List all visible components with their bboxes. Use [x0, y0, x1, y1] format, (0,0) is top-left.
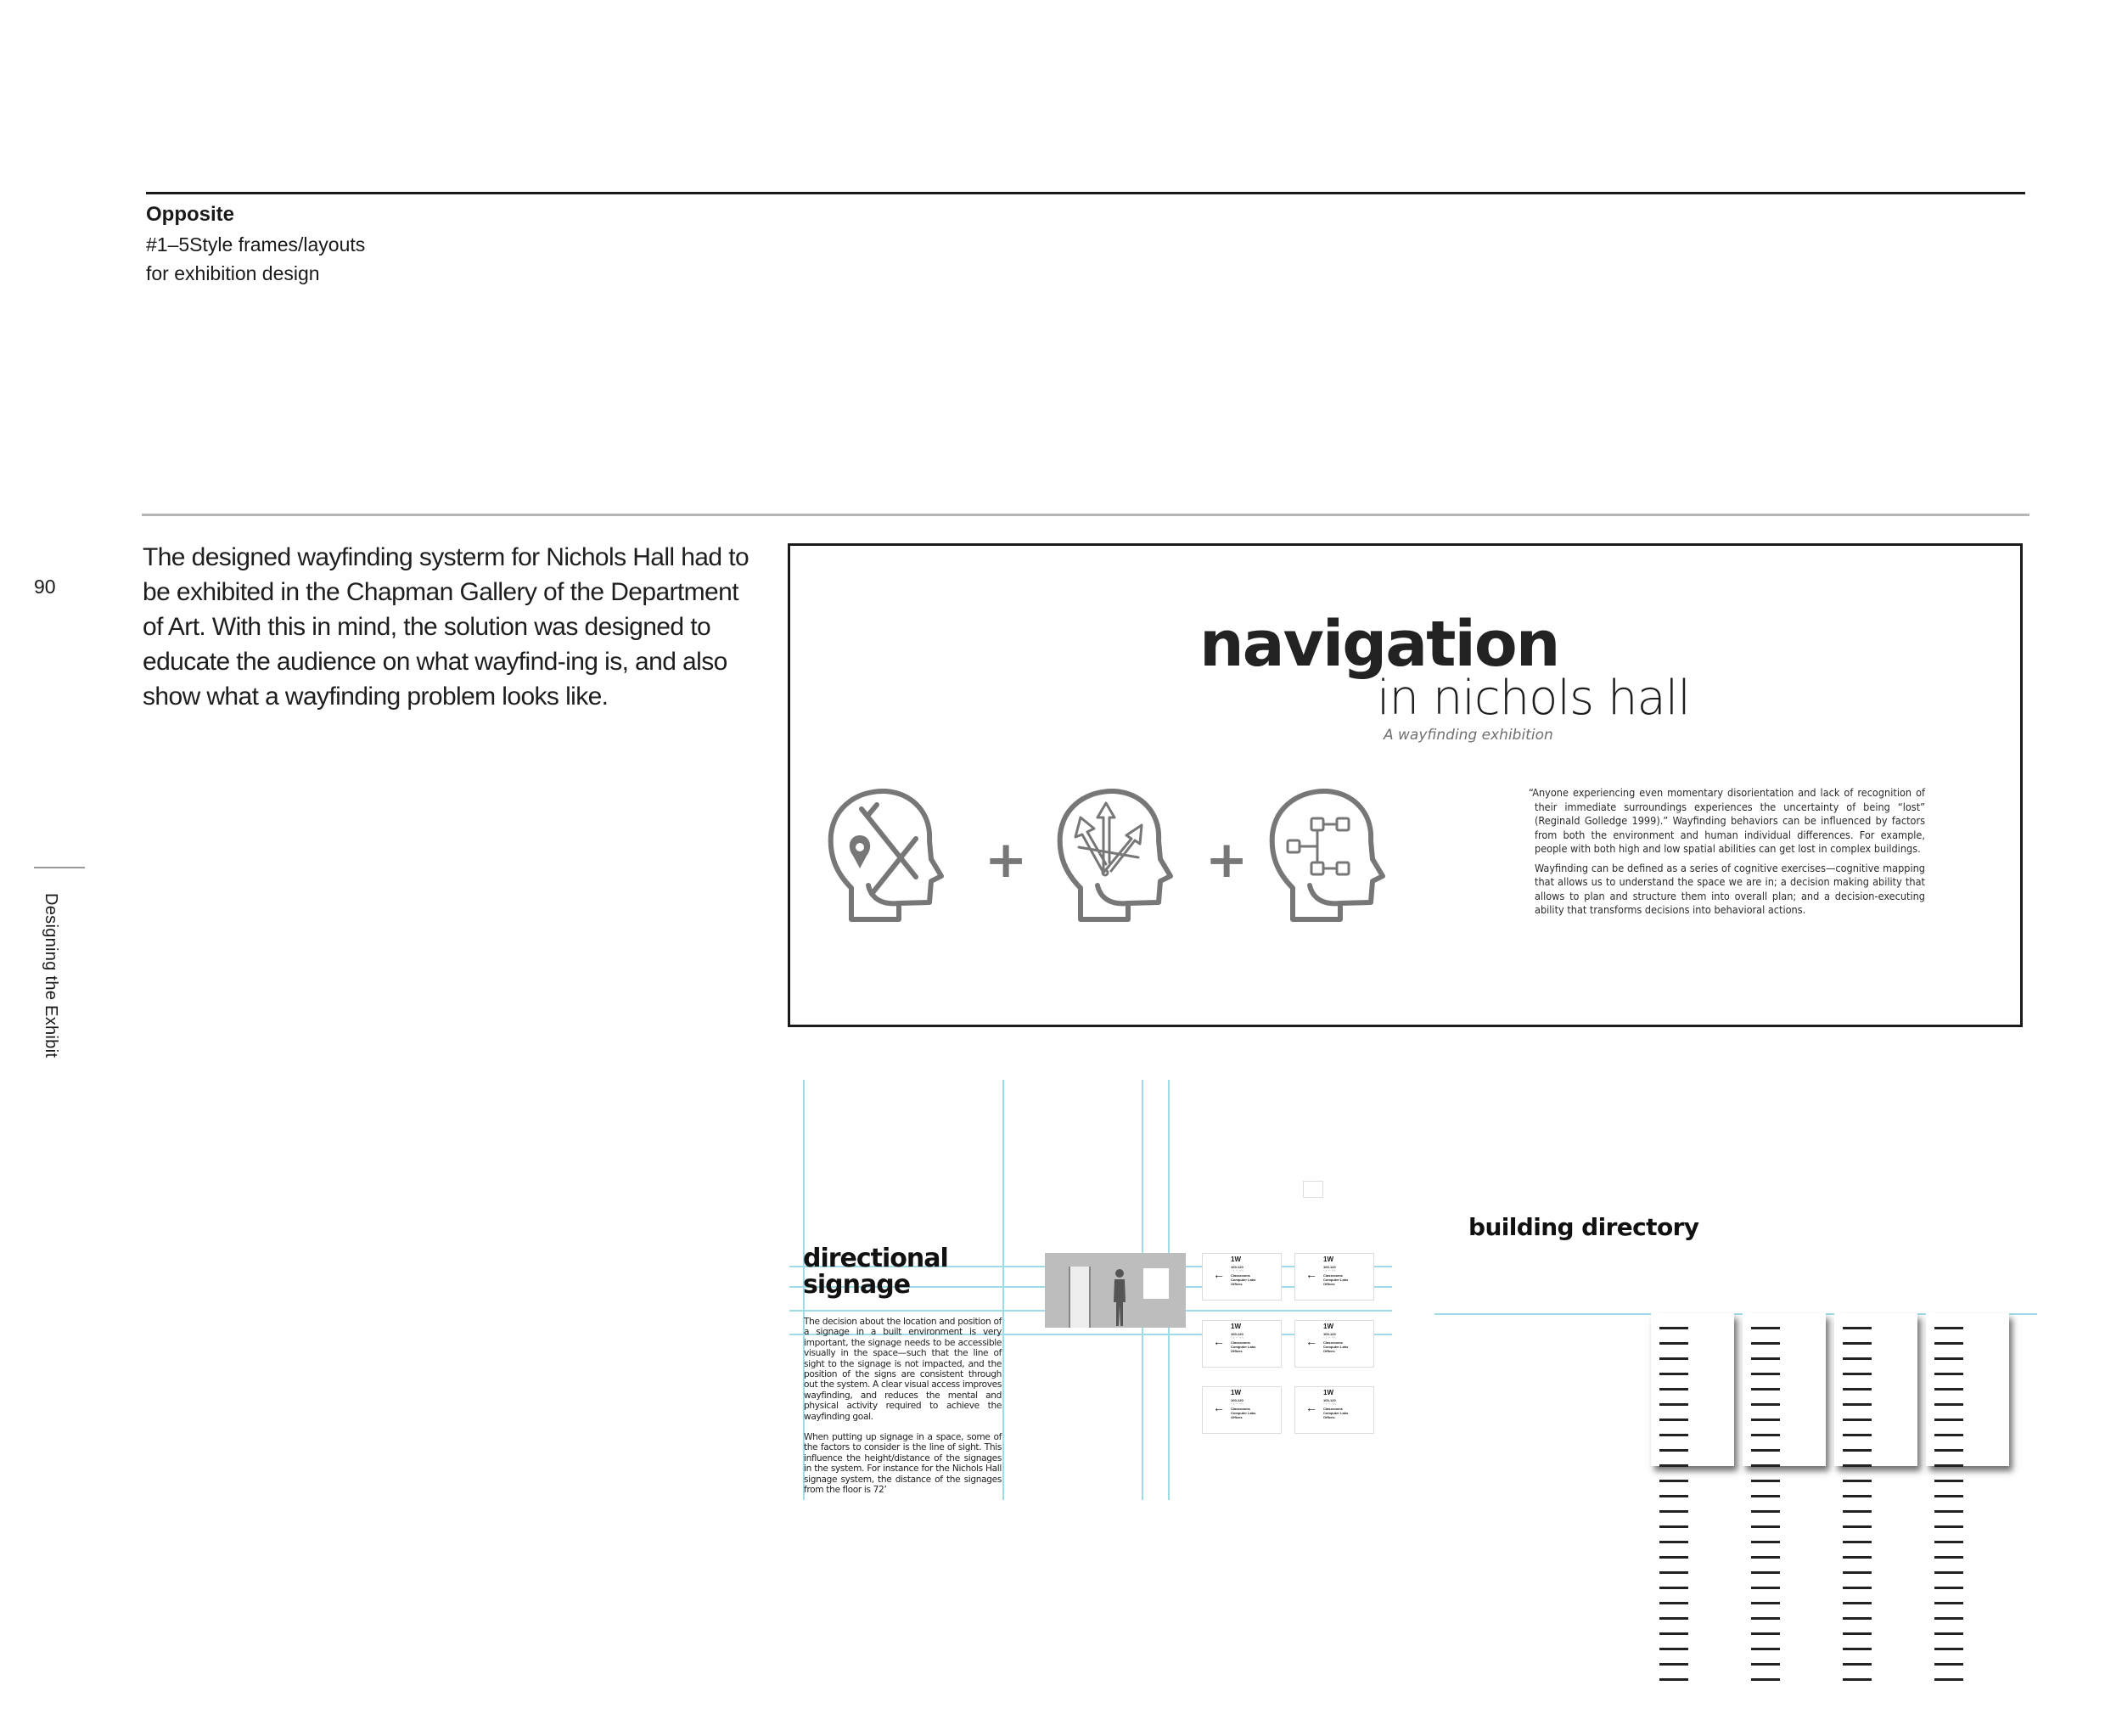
figure-caption: [146, 202, 365, 290]
exhibit-subtitle: in nichols hall: [1377, 671, 1690, 726]
layout-guide: [1002, 1080, 1004, 1500]
left-arrow-icon: ←: [1213, 1334, 1225, 1348]
left-arrow-icon: ←: [1305, 1267, 1317, 1281]
building-directory-title: building directory: [1468, 1213, 1699, 1241]
sign-card: ← 1W 100-120 ⠁⠃⠉ ⠙⠑ Classrooms Computer Labs Offices: [1202, 1386, 1282, 1434]
left-arrow-icon: ←: [1305, 1401, 1317, 1414]
caption-line: for exhibition design: [146, 262, 320, 284]
plus-symbol: +: [985, 830, 1028, 890]
sign-card: ← 1W 100-120 ⠁⠃⠉ ⠙⠑ Classrooms Computer Labs Offices: [1294, 1386, 1374, 1434]
sign-card: ← 1W 100-120 ⠁⠃⠉ ⠙⠑ Classrooms Computer Labs Offices: [1294, 1320, 1374, 1368]
directional-signage-body: [804, 1317, 1002, 1506]
plus-symbol: +: [1205, 830, 1249, 890]
quote-paragraph: Wayfinding can be defined as a series of cognitive exercises—cognitive mapping that allows us to understand the space we are in; a decision making ability that allows to plan and structure them into overall plan; and a decision-executing ability that transforms decisions into behavioral actions.: [1535, 861, 1925, 916]
body-paragraph: The decision about the location and position of a signage in a built environment is very important, the signage needs to be accessible visually in the space—such that the line of sight to the signage is not impacted, and the position of the signs are consistent through out the system. A clear visual access improves wayfinding, and reduces the mental and physical activity required to achieve the wayfinding goal.: [804, 1317, 1002, 1422]
exhibit-tagline: A wayfinding exhibition: [1384, 727, 1553, 744]
caption-title: Opposite: [146, 203, 235, 226]
title-line: directional: [803, 1244, 948, 1273]
sign-code: 1W: [1323, 1323, 1333, 1330]
sign-code: 1W: [1231, 1323, 1241, 1330]
section-label: Designing the Exhibit: [42, 893, 60, 1059]
intro-paragraph: The designed wayfinding systerm for Nichols Hall had to be exhibited in the Chapman Gallery of the Department of Art. With this in mind, the solution was designed to educate the audience on what wayfind-ing is, and also show what a wayfinding problem looks like.: [143, 543, 749, 711]
door-illustration: [1069, 1267, 1091, 1328]
top-rule: [146, 192, 2025, 194]
sign-card: ← 1W 100-120 ⠁⠃⠉ ⠙⠑ Classrooms Computer Labs Offices: [1294, 1253, 1374, 1301]
head-decision-arrows-icon: [1057, 788, 1176, 924]
left-arrow-icon: ←: [1213, 1267, 1225, 1281]
head-map-icon: [828, 788, 946, 924]
mounted-sign: [1143, 1268, 1169, 1299]
left-arrow-icon: ←: [1213, 1401, 1225, 1414]
side-rule: [34, 867, 85, 868]
body-paragraph: When putting up signage in a space, some of the factors to consider is the line of sight. This influence the height/distance of the signages in the system. For instance for the Nichols Hall signage system, the distance of the signages from the floor is 72’: [804, 1432, 1002, 1496]
sign-card: ← 1W 100-120 ⠁⠃⠉ ⠙⠑ Classrooms Computer Labs Offices: [1202, 1253, 1282, 1301]
page-number: 90: [34, 576, 56, 598]
person-silhouette-icon: [1113, 1268, 1126, 1328]
sign-code: 1W: [1231, 1256, 1241, 1263]
directory-sheet: [1926, 1313, 2009, 1466]
section-rule: [142, 514, 2029, 516]
wall-elevation-drawing: [1045, 1253, 1186, 1328]
quote-paragraph: “Anyone experiencing even momentary disorientation and lack of recognition of their immediate surroundings experiences the uncertainty of being “lost” (Reginald Golledge 1999).” Wayfinding behaviors can be influenced by factors from both the environment and human individual differences. For example, people with both high and low spatial abilities can get lost in complex buildings.: [1529, 786, 1925, 855]
directory-sheet: [1743, 1313, 1826, 1466]
directory-sheet: [1651, 1313, 1734, 1466]
head-flowchart-icon: [1269, 788, 1388, 924]
sign-thumbnail: [1303, 1181, 1323, 1198]
exhibit-title: navigation: [1199, 608, 1559, 681]
sign-code: 1W: [1323, 1256, 1333, 1263]
sign-code: 1W: [1231, 1389, 1241, 1396]
left-arrow-icon: ←: [1305, 1334, 1317, 1348]
directional-signage-title: [803, 1245, 948, 1298]
caption-line: #1–5Style frames/layouts: [146, 233, 366, 256]
wayfinding-quote: [1529, 786, 1925, 923]
title-line: signage: [803, 1270, 911, 1300]
sign-card: ← 1W 100-120 ⠁⠃⠉ ⠙⠑ Classrooms Computer Labs Offices: [1202, 1320, 1282, 1368]
directory-sheet: [1834, 1313, 1917, 1466]
sign-code: 1W: [1323, 1389, 1333, 1396]
